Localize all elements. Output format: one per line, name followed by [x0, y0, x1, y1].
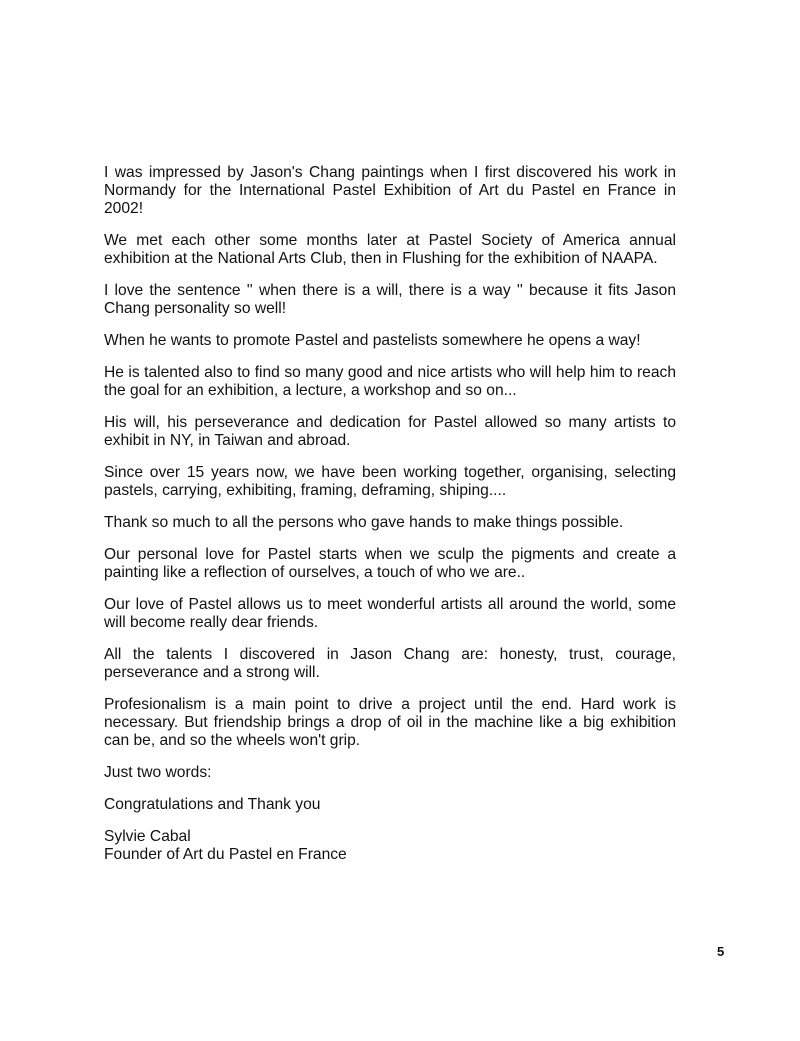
paragraph: Thank so much to all the persons who gave hands to make things possible.: [104, 514, 624, 531]
paragraph: Just two words:: [104, 764, 212, 781]
paragraph: We met each other some months later at Pastel Society of America annual exhibition at the National Arts Club, then in Flushing for the exhibition of NAAPA.: [104, 232, 676, 267]
signature-name: Sylvie Cabal: [104, 828, 191, 845]
signature-title: Founder of Art du Pastel en France: [104, 846, 347, 863]
paragraph: Congratulations and Thank you: [104, 796, 321, 813]
letter-body: [104, 164, 676, 864]
paragraph: He is talented also to find so many good and nice artists who will help him to reach the goal for an exhibition, a lecture, a workshop and so on...: [104, 364, 676, 399]
paragraph: Our personal love for Pastel starts when we sculp the pigments and create a painting like a reflection of ourselves, a touch of who we are..: [104, 546, 676, 581]
paragraph: When he wants to promote Pastel and pastelists somewhere he opens a way!: [104, 332, 641, 349]
paragraph: All the talents I discovered in Jason Chang are: honesty, trust, courage, perseverance and a strong will.: [104, 646, 676, 681]
paragraph: Our love of Pastel allows us to meet wonderful artists all around the world, some will become really dear friends.: [104, 596, 676, 631]
paragraph: Profesionalism is a main point to drive a project until the end. Hard work is necessary. But friendship brings a drop of oil in the machine like a big exhibition can be, and so the wheels won't grip.: [104, 696, 676, 749]
paragraph: I love the sentence '' when there is a will, there is a way '' because it fits Jason Chang personality so well!: [104, 282, 676, 317]
signature-block: [104, 828, 676, 864]
paragraph: His will, his perseverance and dedication for Pastel allowed so many artists to exhibit in NY, in Taiwan and abroad.: [104, 414, 676, 449]
paragraph: I was impressed by Jason's Chang paintings when I first discovered his work in Normandy for the International Pastel Exhibition of Art du Pastel en France in 2002!: [104, 164, 676, 217]
paragraph: Since over 15 years now, we have been working together, organising, selecting pastels, carrying, exhibiting, framing, deframing, shiping....: [104, 464, 676, 499]
page-number: 5: [717, 944, 725, 959]
